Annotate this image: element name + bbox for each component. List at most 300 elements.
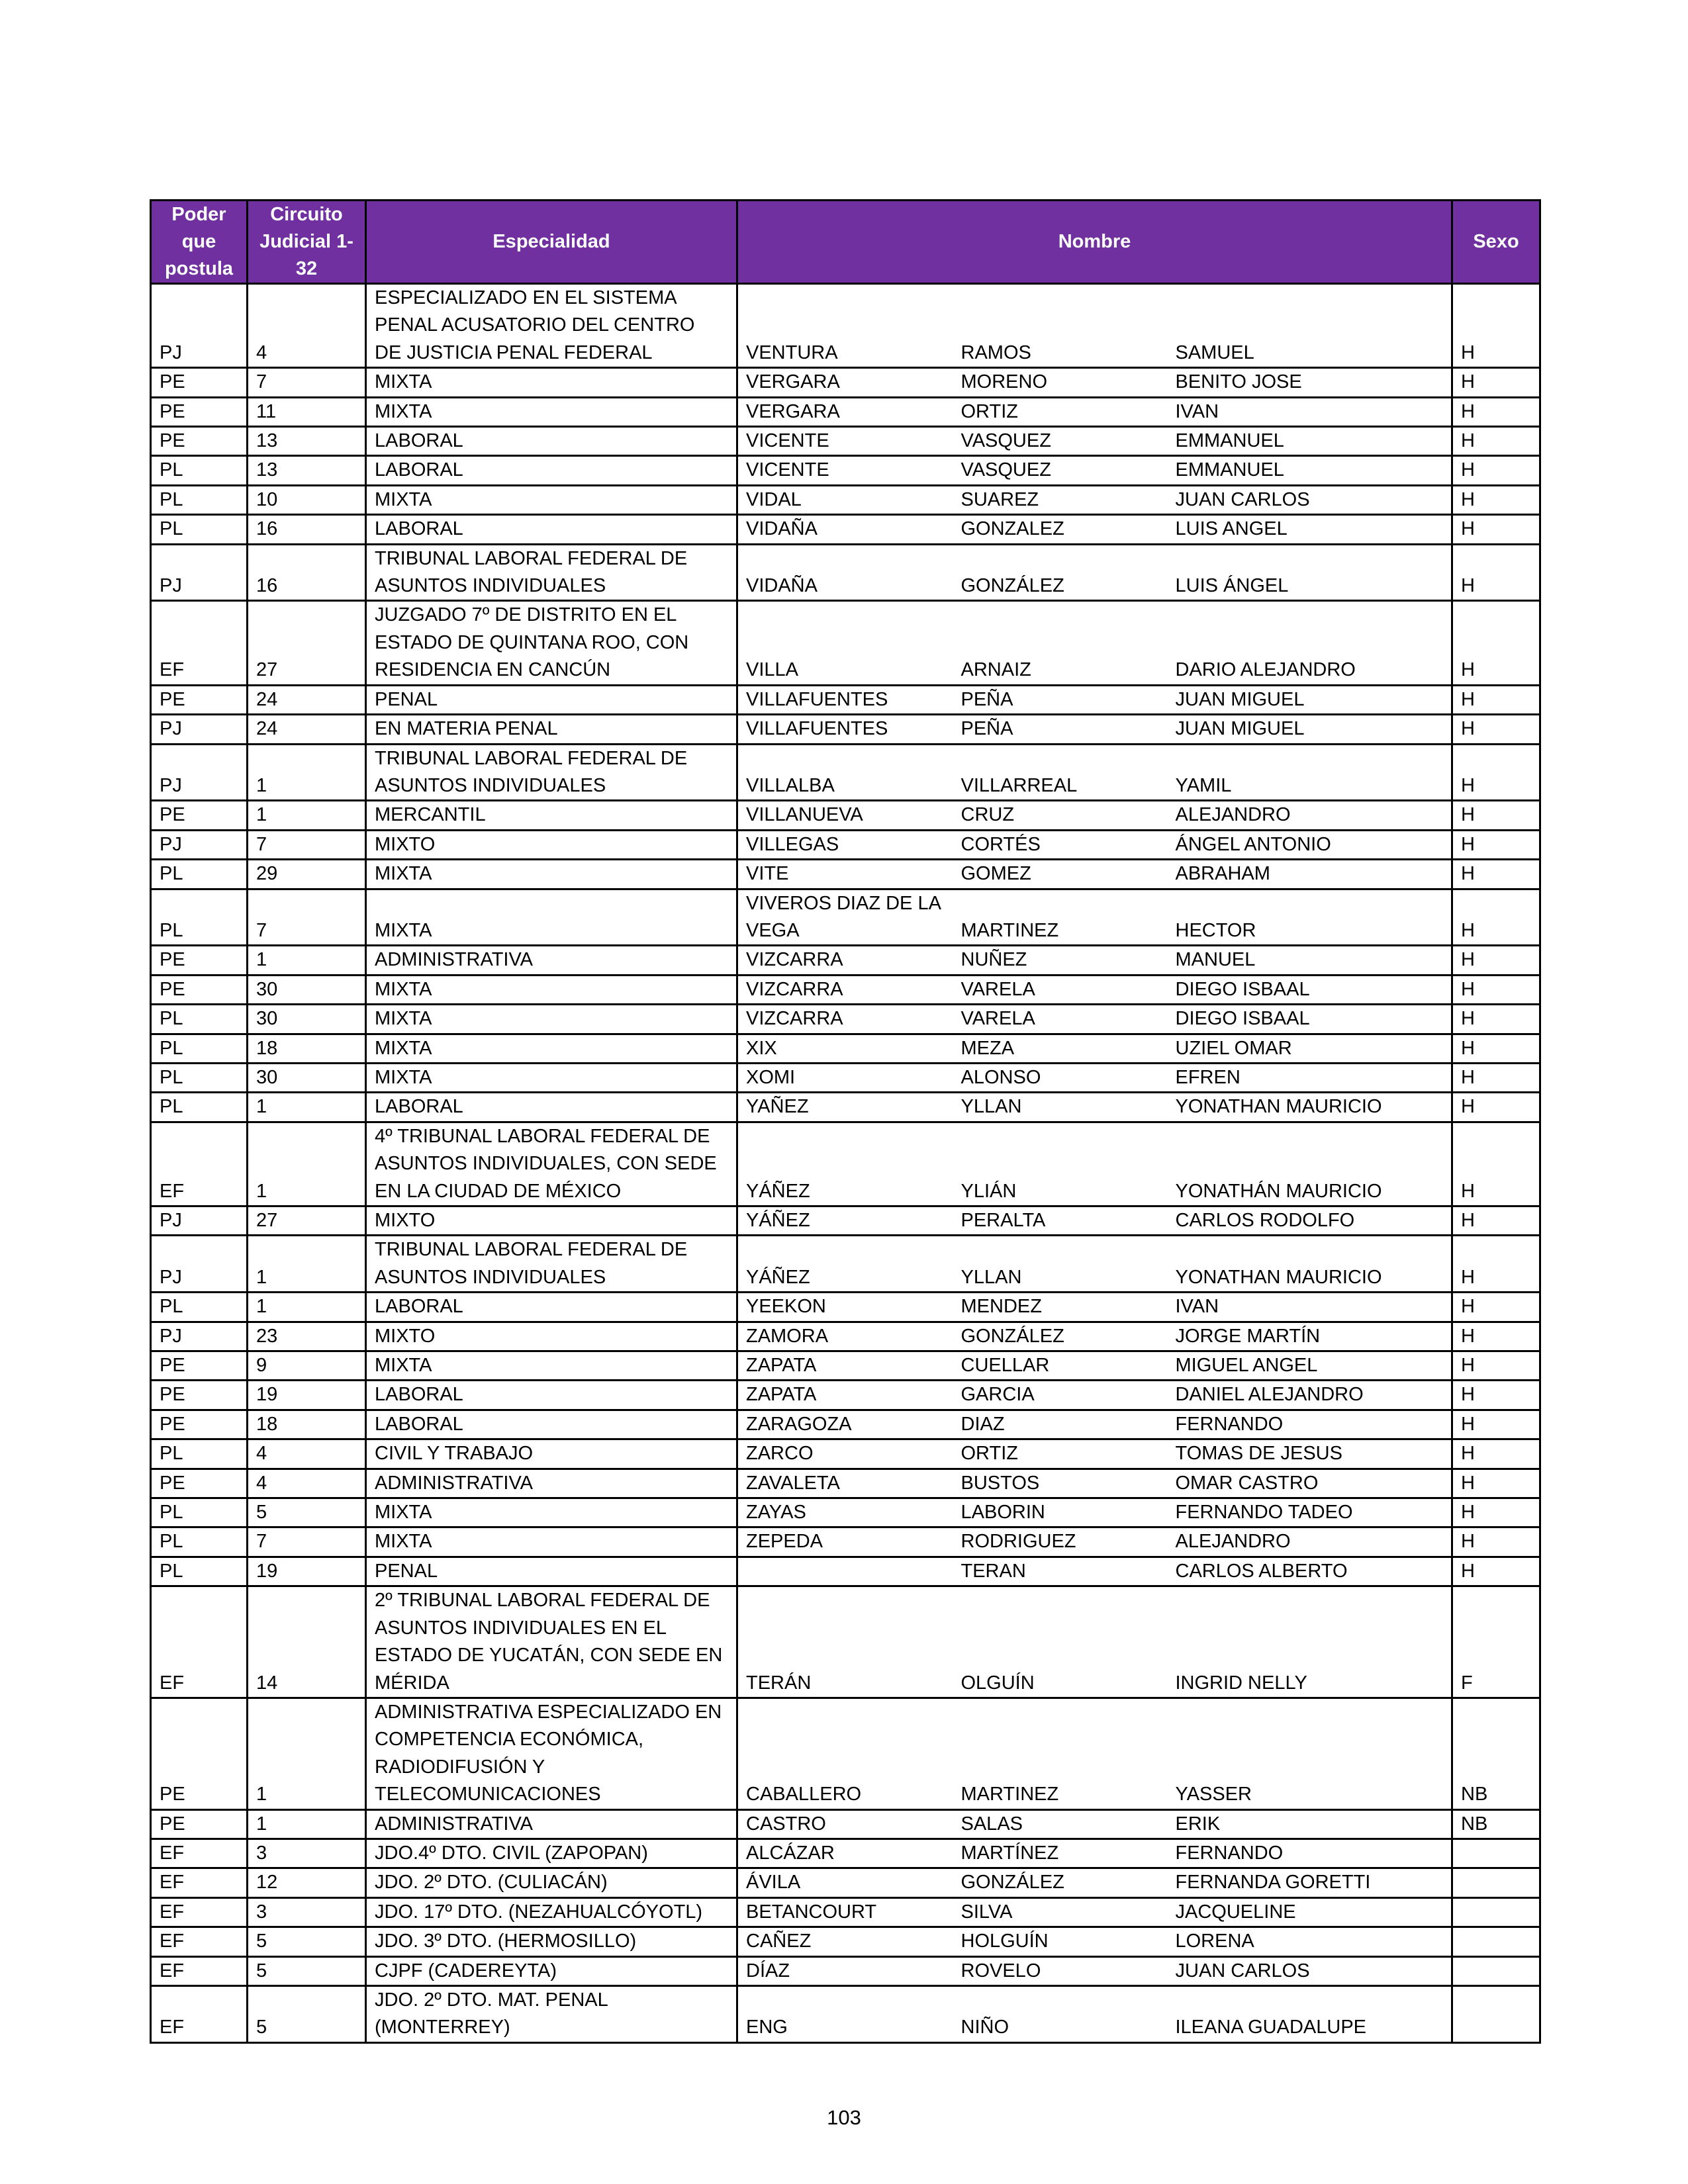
cell-especialidad: LABORAL [366, 1093, 737, 1122]
table-row [151, 715, 1540, 744]
cell-poder: PL [151, 1034, 248, 1063]
cell-sexo: F [1452, 1586, 1540, 1698]
cell-poder: EF [151, 601, 248, 685]
cell-sexo: H [1452, 485, 1540, 514]
cell-sexo: H [1452, 889, 1540, 946]
cell-especialidad: ESPECIALIZADO EN EL SISTEMA PENAL ACUSATORIO DEL CENTRO DE JUSTICIA PENAL FEDERAL [366, 284, 737, 368]
cell-especialidad: LABORAL [366, 427, 737, 456]
table-row [151, 685, 1540, 714]
cell-apellido-materno: CRUZ [953, 801, 1168, 830]
header-especialidad: Especialidad [366, 201, 737, 284]
cell-especialidad: 2º TRIBUNAL LABORAL FEDERAL DE ASUNTOS INDIVIDUALES EN EL ESTADO DE YUCATÁN, CON SEDE EN MÉRIDA [366, 1586, 737, 1698]
cell-apellido-materno: YLLAN [953, 1093, 1168, 1122]
cell-circuito: 7 [248, 889, 366, 946]
header-poder: Poder que postula [151, 201, 248, 284]
cell-especialidad: JDO.4º DTO. CIVIL (ZAPOPAN) [366, 1839, 737, 1868]
cell-especialidad: TRIBUNAL LABORAL FEDERAL DE ASUNTOS INDIVIDUALES [366, 1236, 737, 1293]
cell-apellido-materno: GONZÁLEZ [953, 1322, 1168, 1351]
cell-apellido-paterno: ZAPATA [737, 1351, 953, 1381]
cell-nombre: CARLOS ALBERTO [1168, 1557, 1452, 1586]
cell-nombre: CARLOS RODOLFO [1168, 1206, 1452, 1236]
cell-sexo: H [1452, 1557, 1540, 1586]
cell-poder: PL [151, 1005, 248, 1034]
table-row [151, 1063, 1540, 1092]
cell-especialidad: CIVIL Y TRABAJO [366, 1439, 737, 1469]
cell-apellido-paterno: CABALLERO [737, 1698, 953, 1809]
cell-apellido-materno: VASQUEZ [953, 456, 1168, 485]
cell-especialidad: MIXTA [366, 1351, 737, 1381]
cell-poder: PL [151, 515, 248, 544]
cell-sexo: H [1452, 284, 1540, 368]
cell-apellido-paterno: ZAMORA [737, 1322, 953, 1351]
cell-poder: PE [151, 975, 248, 1004]
cell-apellido-materno: MARTINEZ [953, 889, 1168, 946]
cell-apellido-materno: TERAN [953, 1557, 1168, 1586]
table-row [151, 1236, 1540, 1293]
cell-poder: EF [151, 1122, 248, 1206]
cell-especialidad: MIXTA [366, 1034, 737, 1063]
cell-poder: PE [151, 1381, 248, 1410]
cell-sexo: H [1452, 601, 1540, 685]
cell-apellido-paterno: VERGARA [737, 397, 953, 426]
cell-nombre: ALEJANDRO [1168, 1527, 1452, 1557]
table-body [151, 284, 1540, 2043]
cell-poder: PL [151, 485, 248, 514]
cell-apellido-materno: CUELLAR [953, 1351, 1168, 1381]
cell-sexo: H [1452, 1527, 1540, 1557]
cell-apellido-materno: HOLGUÍN [953, 1927, 1168, 1956]
header-circuito: Circuito Judicial 1-32 [248, 201, 366, 284]
cell-nombre: HECTOR [1168, 889, 1452, 946]
cell-nombre: YASSER [1168, 1698, 1452, 1809]
cell-nombre: EMMANUEL [1168, 427, 1452, 456]
cell-circuito: 1 [248, 946, 366, 975]
cell-apellido-paterno: XOMI [737, 1063, 953, 1092]
cell-especialidad: LABORAL [366, 1293, 737, 1322]
cell-apellido-materno: SALAS [953, 1809, 1168, 1839]
cell-circuito: 13 [248, 427, 366, 456]
cell-apellido-paterno: YÁÑEZ [737, 1122, 953, 1206]
cell-apellido-paterno: VICENTE [737, 427, 953, 456]
cell-poder: PL [151, 1093, 248, 1122]
cell-sexo [1452, 1897, 1540, 1927]
cell-apellido-paterno: VITE [737, 860, 953, 889]
cell-nombre: YONATHAN MAURICIO [1168, 1093, 1452, 1122]
cell-circuito: 11 [248, 397, 366, 426]
cell-nombre: FERNANDO [1168, 1410, 1452, 1439]
cell-circuito: 27 [248, 601, 366, 685]
cell-circuito: 7 [248, 368, 366, 397]
cell-nombre: EMMANUEL [1168, 456, 1452, 485]
cell-poder: EF [151, 1956, 248, 1985]
cell-poder: PE [151, 427, 248, 456]
cell-nombre: JUAN MIGUEL [1168, 685, 1452, 714]
table-row [151, 1122, 1540, 1206]
cell-poder: PE [151, 801, 248, 830]
cell-circuito: 27 [248, 1206, 366, 1236]
cell-especialidad: 4º TRIBUNAL LABORAL FEDERAL DE ASUNTOS INDIVIDUALES, CON SEDE EN LA CIUDAD DE MÉXICO [366, 1122, 737, 1206]
cell-nombre: DANIEL ALEJANDRO [1168, 1381, 1452, 1410]
cell-poder: PJ [151, 544, 248, 601]
cell-sexo: H [1452, 1469, 1540, 1498]
cell-apellido-paterno: ALCÁZAR [737, 1839, 953, 1868]
cell-nombre: EFREN [1168, 1063, 1452, 1092]
cell-poder: PJ [151, 1236, 248, 1293]
table-row [151, 1927, 1540, 1956]
cell-sexo: H [1452, 1206, 1540, 1236]
cell-nombre: JORGE MARTÍN [1168, 1322, 1452, 1351]
table-row [151, 1206, 1540, 1236]
cell-especialidad: JDO. 2º DTO. (CULIACÁN) [366, 1868, 737, 1897]
cell-poder: PJ [151, 744, 248, 801]
cell-poder: PE [151, 1698, 248, 1809]
cell-nombre: ABRAHAM [1168, 860, 1452, 889]
cell-circuito: 5 [248, 1927, 366, 1956]
cell-circuito: 3 [248, 1897, 366, 1927]
cell-sexo: H [1452, 515, 1540, 544]
cell-apellido-materno: PEÑA [953, 715, 1168, 744]
table-row [151, 1557, 1540, 1586]
cell-especialidad: LABORAL [366, 1410, 737, 1439]
candidates-table [150, 199, 1541, 2044]
cell-especialidad: ADMINISTRATIVA [366, 946, 737, 975]
cell-especialidad: MIXTA [366, 368, 737, 397]
cell-nombre: IVAN [1168, 397, 1452, 426]
cell-especialidad: PENAL [366, 685, 737, 714]
page-number: 103 [827, 2106, 861, 2129]
cell-apellido-materno: YLLAN [953, 1236, 1168, 1293]
cell-circuito: 13 [248, 456, 366, 485]
table-row [151, 456, 1540, 485]
cell-nombre: ALEJANDRO [1168, 801, 1452, 830]
table-row [151, 368, 1540, 397]
table-row [151, 515, 1540, 544]
cell-especialidad: MIXTO [366, 830, 737, 859]
cell-circuito: 1 [248, 744, 366, 801]
table-row [151, 1956, 1540, 1985]
cell-apellido-materno: VILLARREAL [953, 744, 1168, 801]
cell-nombre: LUIS ANGEL [1168, 515, 1452, 544]
table-row [151, 601, 1540, 685]
cell-apellido-paterno: XIX [737, 1034, 953, 1063]
cell-sexo: H [1452, 1322, 1540, 1351]
cell-apellido-materno: YLIÁN [953, 1122, 1168, 1206]
cell-sexo: H [1452, 427, 1540, 456]
cell-nombre: ÁNGEL ANTONIO [1168, 830, 1452, 859]
cell-nombre: DIEGO ISBAAL [1168, 1005, 1452, 1034]
cell-sexo: H [1452, 1005, 1540, 1034]
cell-especialidad: MIXTA [366, 1527, 737, 1557]
table-row [151, 946, 1540, 975]
cell-apellido-materno: SUAREZ [953, 485, 1168, 514]
cell-circuito: 24 [248, 715, 366, 744]
cell-circuito: 18 [248, 1034, 366, 1063]
cell-sexo: H [1452, 946, 1540, 975]
cell-sexo: H [1452, 1498, 1540, 1527]
table-row [151, 1439, 1540, 1469]
table-row [151, 544, 1540, 601]
table-row [151, 1868, 1540, 1897]
cell-sexo: H [1452, 744, 1540, 801]
cell-apellido-materno: ORTIZ [953, 1439, 1168, 1469]
cell-circuito: 5 [248, 1956, 366, 1985]
cell-sexo [1452, 1839, 1540, 1868]
cell-apellido-paterno: ÁVILA [737, 1868, 953, 1897]
cell-especialidad: ADMINISTRATIVA [366, 1809, 737, 1839]
table-row [151, 744, 1540, 801]
cell-circuito: 23 [248, 1322, 366, 1351]
cell-apellido-paterno: VILLAFUENTES [737, 685, 953, 714]
table-row [151, 889, 1540, 946]
cell-apellido-paterno: BETANCOURT [737, 1897, 953, 1927]
cell-apellido-materno: OLGUÍN [953, 1586, 1168, 1698]
cell-apellido-materno: SILVA [953, 1897, 1168, 1927]
cell-sexo: H [1452, 1122, 1540, 1206]
table-row [151, 1381, 1540, 1410]
cell-sexo: H [1452, 685, 1540, 714]
cell-sexo: H [1452, 1093, 1540, 1122]
cell-poder: PJ [151, 830, 248, 859]
cell-poder: PL [151, 1498, 248, 1527]
cell-sexo: H [1452, 1381, 1540, 1410]
cell-apellido-materno: MARTINEZ [953, 1698, 1168, 1809]
cell-circuito: 9 [248, 1351, 366, 1381]
cell-apellido-paterno [737, 1557, 953, 1586]
cell-apellido-materno: ALONSO [953, 1063, 1168, 1092]
cell-especialidad: MIXTA [366, 1005, 737, 1034]
cell-poder: PE [151, 397, 248, 426]
cell-apellido-paterno: YÁÑEZ [737, 1236, 953, 1293]
cell-nombre: OMAR CASTRO [1168, 1469, 1452, 1498]
cell-especialidad: MIXTA [366, 975, 737, 1004]
table-row [151, 1839, 1540, 1868]
cell-nombre: FERNANDO TADEO [1168, 1498, 1452, 1527]
cell-apellido-paterno: ZAPATA [737, 1381, 953, 1410]
cell-nombre: FERNANDO [1168, 1839, 1452, 1868]
cell-nombre: INGRID NELLY [1168, 1586, 1452, 1698]
cell-sexo: H [1452, 715, 1540, 744]
cell-nombre: LUIS ÁNGEL [1168, 544, 1452, 601]
cell-especialidad: ADMINISTRATIVA ESPECIALIZADO EN COMPETENCIA ECONÓMICA, RADIODIFUSIÓN Y TELECOMUNICACIONES [366, 1698, 737, 1809]
table-row [151, 397, 1540, 426]
cell-nombre: DIEGO ISBAAL [1168, 975, 1452, 1004]
cell-apellido-paterno: ZARCO [737, 1439, 953, 1469]
table-row [151, 975, 1540, 1004]
cell-apellido-paterno: ZEPEDA [737, 1527, 953, 1557]
cell-circuito: 30 [248, 975, 366, 1004]
cell-poder: PJ [151, 1206, 248, 1236]
cell-sexo [1452, 1927, 1540, 1956]
cell-circuito: 10 [248, 485, 366, 514]
cell-circuito: 1 [248, 1236, 366, 1293]
cell-nombre: JUAN CARLOS [1168, 485, 1452, 514]
table-row [151, 1351, 1540, 1381]
table-row [151, 1410, 1540, 1439]
cell-especialidad: JDO. 2º DTO. MAT. PENAL (MONTERREY) [366, 1985, 737, 2042]
cell-poder: PE [151, 368, 248, 397]
cell-especialidad: LABORAL [366, 515, 737, 544]
cell-circuito: 16 [248, 515, 366, 544]
cell-apellido-materno: PEÑA [953, 685, 1168, 714]
cell-circuito: 5 [248, 1985, 366, 2042]
header-sexo: Sexo [1452, 201, 1540, 284]
cell-nombre: JUAN MIGUEL [1168, 715, 1452, 744]
cell-circuito: 1 [248, 1293, 366, 1322]
cell-poder: PE [151, 1351, 248, 1381]
cell-poder: EF [151, 1927, 248, 1956]
cell-apellido-paterno: CASTRO [737, 1809, 953, 1839]
cell-nombre: SAMUEL [1168, 284, 1452, 368]
cell-poder: PL [151, 1439, 248, 1469]
table-row [151, 801, 1540, 830]
cell-apellido-materno: NUÑEZ [953, 946, 1168, 975]
cell-poder: EF [151, 1985, 248, 2042]
cell-poder: PL [151, 456, 248, 485]
cell-poder: PL [151, 1527, 248, 1557]
table-row [151, 485, 1540, 514]
cell-sexo: H [1452, 397, 1540, 426]
cell-sexo: NB [1452, 1809, 1540, 1839]
cell-apellido-materno: VARELA [953, 975, 1168, 1004]
cell-apellido-materno: VASQUEZ [953, 427, 1168, 456]
cell-especialidad: JDO. 17º DTO. (NEZAHUALCÓYOTL) [366, 1897, 737, 1927]
cell-apellido-materno: CORTÉS [953, 830, 1168, 859]
cell-especialidad: MIXTO [366, 1206, 737, 1236]
cell-apellido-paterno: VERGARA [737, 368, 953, 397]
cell-sexo: H [1452, 368, 1540, 397]
cell-apellido-paterno: YAÑEZ [737, 1093, 953, 1122]
cell-sexo: H [1452, 1293, 1540, 1322]
cell-apellido-materno: ORTIZ [953, 397, 1168, 426]
cell-especialidad: MIXTA [366, 1498, 737, 1527]
cell-circuito: 1 [248, 1093, 366, 1122]
cell-sexo: H [1452, 1063, 1540, 1092]
table-row [151, 1586, 1540, 1698]
cell-circuito: 30 [248, 1005, 366, 1034]
cell-nombre: MANUEL [1168, 946, 1452, 975]
cell-apellido-materno: LABORIN [953, 1498, 1168, 1527]
cell-especialidad: ADMINISTRATIVA [366, 1469, 737, 1498]
cell-sexo [1452, 1985, 1540, 2042]
cell-especialidad: MIXTA [366, 1063, 737, 1092]
cell-nombre: DARIO ALEJANDRO [1168, 601, 1452, 685]
cell-apellido-materno: GONZALEZ [953, 515, 1168, 544]
cell-sexo: H [1452, 1236, 1540, 1293]
cell-circuito: 7 [248, 830, 366, 859]
cell-circuito: 5 [248, 1498, 366, 1527]
cell-poder: EF [151, 1897, 248, 1927]
cell-sexo: H [1452, 1439, 1540, 1469]
cell-nombre: YAMIL [1168, 744, 1452, 801]
cell-apellido-materno: GONZÁLEZ [953, 1868, 1168, 1897]
cell-especialidad: MERCANTIL [366, 801, 737, 830]
cell-circuito: 12 [248, 1868, 366, 1897]
cell-circuito: 19 [248, 1381, 366, 1410]
cell-apellido-paterno: VILLAFUENTES [737, 715, 953, 744]
table-row [151, 1322, 1540, 1351]
cell-apellido-materno: RAMOS [953, 284, 1168, 368]
cell-circuito: 1 [248, 1698, 366, 1809]
table-row [151, 1985, 1540, 2042]
cell-nombre: IVAN [1168, 1293, 1452, 1322]
cell-apellido-paterno: CAÑEZ [737, 1927, 953, 1956]
cell-especialidad: MIXTA [366, 860, 737, 889]
cell-poder: PE [151, 1809, 248, 1839]
table-row [151, 1809, 1540, 1839]
cell-sexo: H [1452, 1410, 1540, 1439]
table-row [151, 1698, 1540, 1809]
cell-apellido-materno: MORENO [953, 368, 1168, 397]
cell-circuito: 7 [248, 1527, 366, 1557]
cell-circuito: 16 [248, 544, 366, 601]
cell-apellido-paterno: VIZCARRA [737, 975, 953, 1004]
cell-apellido-materno: GONZÁLEZ [953, 544, 1168, 601]
cell-poder: EF [151, 1839, 248, 1868]
cell-sexo [1452, 1956, 1540, 1985]
cell-sexo: H [1452, 830, 1540, 859]
cell-circuito: 3 [248, 1839, 366, 1868]
table-row [151, 427, 1540, 456]
cell-apellido-paterno: ZAVALETA [737, 1469, 953, 1498]
cell-sexo [1452, 1868, 1540, 1897]
cell-apellido-materno: MENDEZ [953, 1293, 1168, 1322]
cell-apellido-materno: ROVELO [953, 1956, 1168, 1985]
cell-apellido-paterno: ZARAGOZA [737, 1410, 953, 1439]
cell-especialidad: MIXTO [366, 1322, 737, 1351]
cell-especialidad: EN MATERIA PENAL [366, 715, 737, 744]
cell-apellido-paterno: YEEKON [737, 1293, 953, 1322]
cell-circuito: 29 [248, 860, 366, 889]
table-header-row [151, 201, 1540, 284]
cell-nombre: ERIK [1168, 1809, 1452, 1839]
cell-apellido-paterno: VIZCARRA [737, 1005, 953, 1034]
cell-apellido-materno: MARTÍNEZ [953, 1839, 1168, 1868]
cell-apellido-paterno: VIDAÑA [737, 515, 953, 544]
table-row [151, 284, 1540, 368]
cell-especialidad: LABORAL [366, 1381, 737, 1410]
cell-apellido-paterno: VILLANUEVA [737, 801, 953, 830]
cell-circuito: 19 [248, 1557, 366, 1586]
cell-sexo: NB [1452, 1698, 1540, 1809]
cell-apellido-paterno: YÁÑEZ [737, 1206, 953, 1236]
cell-apellido-paterno: VIVEROS DIAZ DE LA VEGA [737, 889, 953, 946]
cell-circuito: 30 [248, 1063, 366, 1092]
table-row [151, 1034, 1540, 1063]
cell-especialidad: JUZGADO 7º DE DISTRITO EN EL ESTADO DE QUINTANA ROO, CON RESIDENCIA EN CANCÚN [366, 601, 737, 685]
table-row [151, 830, 1540, 859]
cell-apellido-paterno: ENG [737, 1985, 953, 2042]
cell-apellido-materno: GOMEZ [953, 860, 1168, 889]
cell-circuito: 18 [248, 1410, 366, 1439]
cell-apellido-paterno: ZAYAS [737, 1498, 953, 1527]
cell-nombre: LORENA [1168, 1927, 1452, 1956]
cell-apellido-materno: MEZA [953, 1034, 1168, 1063]
header-nombre: Nombre [737, 201, 1452, 284]
cell-poder: PJ [151, 1322, 248, 1351]
cell-poder: PL [151, 1557, 248, 1586]
cell-apellido-materno: GARCIA [953, 1381, 1168, 1410]
cell-nombre: MIGUEL ANGEL [1168, 1351, 1452, 1381]
cell-circuito: 1 [248, 801, 366, 830]
cell-nombre: UZIEL OMAR [1168, 1034, 1452, 1063]
cell-especialidad: JDO. 3º DTO. (HERMOSILLO) [366, 1927, 737, 1956]
cell-poder: PE [151, 1469, 248, 1498]
candidates-table-container [150, 199, 1539, 2044]
cell-circuito: 1 [248, 1122, 366, 1206]
cell-especialidad: MIXTA [366, 889, 737, 946]
cell-apellido-paterno: VILLEGAS [737, 830, 953, 859]
cell-nombre: JACQUELINE [1168, 1897, 1452, 1927]
